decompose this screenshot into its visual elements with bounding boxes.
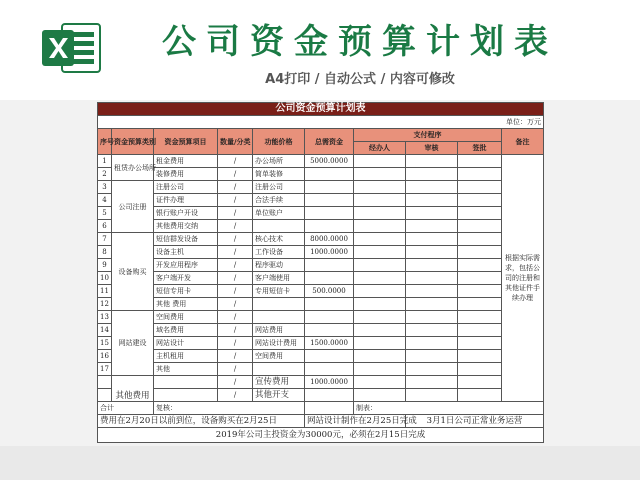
header-approve[interactable]: 签批: [458, 142, 502, 155]
cell-seq[interactable]: 10: [98, 272, 112, 285]
table-row: [98, 220, 544, 233]
cell-handler[interactable]: [354, 337, 406, 350]
cell-total[interactable]: [305, 311, 354, 324]
cell-review[interactable]: [406, 168, 458, 181]
table-row: [98, 272, 544, 285]
page-title: 公司资金预算计划表: [162, 22, 558, 62]
table-row: [98, 181, 544, 194]
cell-approve[interactable]: [458, 350, 502, 363]
cell-handler[interactable]: [354, 207, 406, 220]
cell-approve[interactable]: [458, 207, 502, 220]
cell-total[interactable]: [305, 272, 354, 285]
cell-review[interactable]: [406, 298, 458, 311]
note-b[interactable]: 网站设计制作在2月25日完成: [305, 415, 406, 428]
cell-item[interactable]: 主机租用: [154, 350, 218, 363]
cell-function[interactable]: 简单装修: [253, 168, 305, 181]
cell-approve[interactable]: [458, 272, 502, 285]
cell-handler[interactable]: [354, 181, 406, 194]
cell-qty[interactable]: /: [218, 207, 253, 220]
cell-total[interactable]: 8000.0000: [305, 233, 354, 246]
cell-review[interactable]: [406, 246, 458, 259]
cell-seq[interactable]: [98, 389, 112, 402]
cell-handler[interactable]: [354, 350, 406, 363]
cell-review[interactable]: [406, 311, 458, 324]
cell-qty[interactable]: /: [218, 363, 253, 376]
cell-handler[interactable]: [354, 194, 406, 207]
table-row: [98, 376, 544, 389]
cell-review[interactable]: [406, 220, 458, 233]
cell-approve[interactable]: [458, 311, 502, 324]
cell-handler[interactable]: [354, 259, 406, 272]
sheet-title[interactable]: 公司资金预算计划表: [98, 103, 544, 116]
cell-total[interactable]: [305, 168, 354, 181]
table-row: [98, 363, 544, 376]
table-row: [98, 233, 544, 246]
table-row: [98, 298, 544, 311]
cell-total[interactable]: [305, 389, 354, 402]
cell-handler[interactable]: [354, 298, 406, 311]
table-row: [98, 324, 544, 337]
cell-category[interactable]: 其他费用: [112, 376, 154, 402]
table-row: [98, 168, 544, 181]
cell-item[interactable]: 其他 费用: [154, 298, 218, 311]
cell-seq[interactable]: 6: [98, 220, 112, 233]
cell-qty[interactable]: /: [218, 233, 253, 246]
table-row: [98, 389, 544, 402]
cell-item[interactable]: 开发应用程序: [154, 259, 218, 272]
table-row: [98, 194, 544, 207]
cell-qty[interactable]: /: [218, 181, 253, 194]
cell-function[interactable]: 专用短信卡: [253, 285, 305, 298]
budget-table: [97, 102, 544, 443]
cell-item[interactable]: 网站设计: [154, 337, 218, 350]
cell-function[interactable]: [253, 311, 305, 324]
cell-item[interactable]: 短信专用卡: [154, 285, 218, 298]
cell-function[interactable]: 宣传费用: [253, 376, 305, 389]
cell-total[interactable]: [305, 350, 354, 363]
footer-strip: [0, 446, 640, 480]
cell-handler[interactable]: [354, 233, 406, 246]
cell-approve[interactable]: [458, 233, 502, 246]
cell-handler[interactable]: [354, 324, 406, 337]
cell-approve[interactable]: [458, 220, 502, 233]
cell-review[interactable]: [406, 194, 458, 207]
note-a[interactable]: 费用在2月20日以前到位，设备购买在2月25日: [98, 415, 305, 428]
header-category[interactable]: 资金预算类别: [112, 129, 154, 155]
cell-qty[interactable]: /: [218, 298, 253, 311]
cell-handler[interactable]: [354, 155, 406, 168]
cell-item[interactable]: 注册公司: [154, 181, 218, 194]
cell-item[interactable]: 租金费用: [154, 155, 218, 168]
cell-item[interactable]: [154, 389, 218, 402]
cell-review[interactable]: [406, 389, 458, 402]
cell-review[interactable]: [406, 337, 458, 350]
cell-qty[interactable]: /: [218, 246, 253, 259]
cell-qty[interactable]: /: [218, 168, 253, 181]
cell-qty[interactable]: /: [218, 220, 253, 233]
cell-function[interactable]: 单位账户: [253, 207, 305, 220]
header-item[interactable]: 资金预算项目: [154, 129, 218, 155]
cell-approve[interactable]: [458, 168, 502, 181]
cell-handler[interactable]: [354, 168, 406, 181]
cell-function[interactable]: 程序驱动: [253, 259, 305, 272]
cell-function[interactable]: 其他开支: [253, 389, 305, 402]
cell-qty[interactable]: /: [218, 376, 253, 389]
summary-label[interactable]: 合计: [98, 402, 154, 415]
cell-review[interactable]: [406, 155, 458, 168]
summary-review[interactable]: 复核：: [154, 402, 305, 415]
cell-approve[interactable]: [458, 246, 502, 259]
cell-total[interactable]: 1500.0000: [305, 337, 354, 350]
cell-function[interactable]: 合法手续: [253, 194, 305, 207]
cell-item[interactable]: [154, 376, 218, 389]
table-row: [98, 259, 544, 272]
banner: [0, 0, 640, 100]
cell-review[interactable]: [406, 285, 458, 298]
cell-review[interactable]: [406, 363, 458, 376]
cell-review[interactable]: [406, 376, 458, 389]
cell-item[interactable]: 装修费用: [154, 168, 218, 181]
cell-item[interactable]: 客户端开发: [154, 272, 218, 285]
excel-icon: [40, 20, 102, 76]
note-final[interactable]: 2019年公司主投资金为30000元，必须在2月15日完成: [98, 428, 544, 443]
unit-label[interactable]: 单位：万元: [98, 116, 544, 129]
cell-seq[interactable]: 5: [98, 207, 112, 220]
cell-qty[interactable]: /: [218, 259, 253, 272]
cell-item[interactable]: 其他: [154, 363, 218, 376]
cell-review[interactable]: [406, 207, 458, 220]
cell-seq[interactable]: 9: [98, 259, 112, 272]
cell-review[interactable]: [406, 350, 458, 363]
cell-item[interactable]: 短信群发设备: [154, 233, 218, 246]
cell-qty[interactable]: /: [218, 350, 253, 363]
cell-qty[interactable]: /: [218, 272, 253, 285]
cell-review[interactable]: [406, 272, 458, 285]
cell-total[interactable]: 1000.0000: [305, 246, 354, 259]
cell-review[interactable]: [406, 181, 458, 194]
cell-total[interactable]: [305, 363, 354, 376]
cell-approve[interactable]: [458, 181, 502, 194]
cell-total[interactable]: [305, 259, 354, 272]
header-total[interactable]: 总需资金: [305, 129, 354, 155]
cell-item[interactable]: 空间费用: [154, 311, 218, 324]
cell-function[interactable]: 网站设计费用: [253, 337, 305, 350]
cell-category[interactable]: 租赁办公场所: [112, 155, 154, 181]
cell-qty[interactable]: /: [218, 285, 253, 298]
cell-review[interactable]: [406, 233, 458, 246]
table-row: [98, 246, 544, 259]
cell-function[interactable]: 办公场所: [253, 155, 305, 168]
cell-function[interactable]: [253, 298, 305, 311]
summary-total[interactable]: [305, 402, 354, 415]
cell-total[interactable]: 500.0000: [305, 285, 354, 298]
cell-approve[interactable]: [458, 285, 502, 298]
cell-total[interactable]: [305, 220, 354, 233]
cell-seq[interactable]: 1: [98, 155, 112, 168]
cell-handler[interactable]: [354, 246, 406, 259]
cell-approve[interactable]: [458, 194, 502, 207]
cell-function[interactable]: 工作设备: [253, 246, 305, 259]
table-row: [98, 155, 544, 168]
header-payflow[interactable]: 支付程序: [354, 129, 502, 142]
cell-approve[interactable]: [458, 376, 502, 389]
cell-seq[interactable]: [98, 376, 112, 389]
cell-total[interactable]: [305, 207, 354, 220]
cell-seq[interactable]: 4: [98, 194, 112, 207]
cell-category[interactable]: 公司注册: [112, 181, 154, 233]
cell-total[interactable]: 1000.0000: [305, 376, 354, 389]
spreadsheet: [97, 102, 543, 442]
cell-total[interactable]: [305, 298, 354, 311]
cell-seq[interactable]: 3: [98, 181, 112, 194]
cell-handler[interactable]: [354, 272, 406, 285]
cell-seq[interactable]: 14: [98, 324, 112, 337]
cell-approve[interactable]: [458, 363, 502, 376]
page-subtitle: A4打印 / 自动公式 / 内容可修改: [265, 72, 455, 87]
cell-seq[interactable]: 12: [98, 298, 112, 311]
cell-seq[interactable]: 8: [98, 246, 112, 259]
cell-item[interactable]: 证件办理: [154, 194, 218, 207]
cell-handler[interactable]: [354, 376, 406, 389]
note-c[interactable]: 3月1日公司正常业务运营: [406, 415, 544, 428]
cell-seq[interactable]: 16: [98, 350, 112, 363]
cell-approve[interactable]: [458, 155, 502, 168]
cell-approve[interactable]: [458, 337, 502, 350]
cell-qty[interactable]: /: [218, 155, 253, 168]
cell-qty[interactable]: /: [218, 389, 253, 402]
cell-item[interactable]: 其他费用交纳: [154, 220, 218, 233]
cell-total[interactable]: [305, 324, 354, 337]
cell-approve[interactable]: [458, 259, 502, 272]
cell-handler[interactable]: [354, 220, 406, 233]
cell-function[interactable]: [253, 220, 305, 233]
table-row: [98, 311, 544, 324]
cell-seq[interactable]: 2: [98, 168, 112, 181]
cell-item[interactable]: 设备主机: [154, 246, 218, 259]
table-row: [98, 285, 544, 298]
cell-function[interactable]: 客户端使用: [253, 272, 305, 285]
cell-handler[interactable]: [354, 311, 406, 324]
cell-seq[interactable]: 15: [98, 337, 112, 350]
table-row: [98, 337, 544, 350]
header-remark[interactable]: 备注: [502, 129, 544, 155]
cell-approve[interactable]: [458, 389, 502, 402]
header-qty[interactable]: 数量/分类: [218, 129, 253, 155]
cell-remark[interactable]: 根据实际需求，包括公司的注册和其他证件手续办理: [502, 155, 544, 402]
cell-approve[interactable]: [458, 298, 502, 311]
cell-total[interactable]: [305, 181, 354, 194]
cell-approve[interactable]: [458, 324, 502, 337]
cell-category[interactable]: 网站建设: [112, 311, 154, 376]
cell-seq[interactable]: 7: [98, 233, 112, 246]
cell-review[interactable]: [406, 259, 458, 272]
header-seq[interactable]: 序号: [98, 129, 112, 155]
cell-function[interactable]: 注册公司: [253, 181, 305, 194]
cell-qty[interactable]: /: [218, 194, 253, 207]
cell-item[interactable]: 银行账户开设: [154, 207, 218, 220]
cell-review[interactable]: [406, 324, 458, 337]
cell-handler[interactable]: [354, 389, 406, 402]
cell-total[interactable]: [305, 194, 354, 207]
cell-seq[interactable]: 11: [98, 285, 112, 298]
cell-item[interactable]: 域名费用: [154, 324, 218, 337]
header-function[interactable]: 功能价格: [253, 129, 305, 155]
cell-function[interactable]: [253, 363, 305, 376]
cell-handler[interactable]: [354, 363, 406, 376]
table-row: [98, 207, 544, 220]
header-review[interactable]: 审核: [406, 142, 458, 155]
cell-function[interactable]: 空间费用: [253, 350, 305, 363]
cell-qty[interactable]: /: [218, 337, 253, 350]
table-row: [98, 350, 544, 363]
cell-function[interactable]: 核心技术: [253, 233, 305, 246]
cell-category[interactable]: 设备购买: [112, 233, 154, 311]
cell-seq[interactable]: 13: [98, 311, 112, 324]
header-handler[interactable]: 经办人: [354, 142, 406, 155]
cell-seq[interactable]: 17: [98, 363, 112, 376]
summary-made[interactable]: 制表：: [354, 402, 544, 415]
cell-qty[interactable]: /: [218, 311, 253, 324]
cell-total[interactable]: 5000.0000: [305, 155, 354, 168]
cell-qty[interactable]: /: [218, 324, 253, 337]
cell-function[interactable]: 网站费用: [253, 324, 305, 337]
cell-handler[interactable]: [354, 285, 406, 298]
